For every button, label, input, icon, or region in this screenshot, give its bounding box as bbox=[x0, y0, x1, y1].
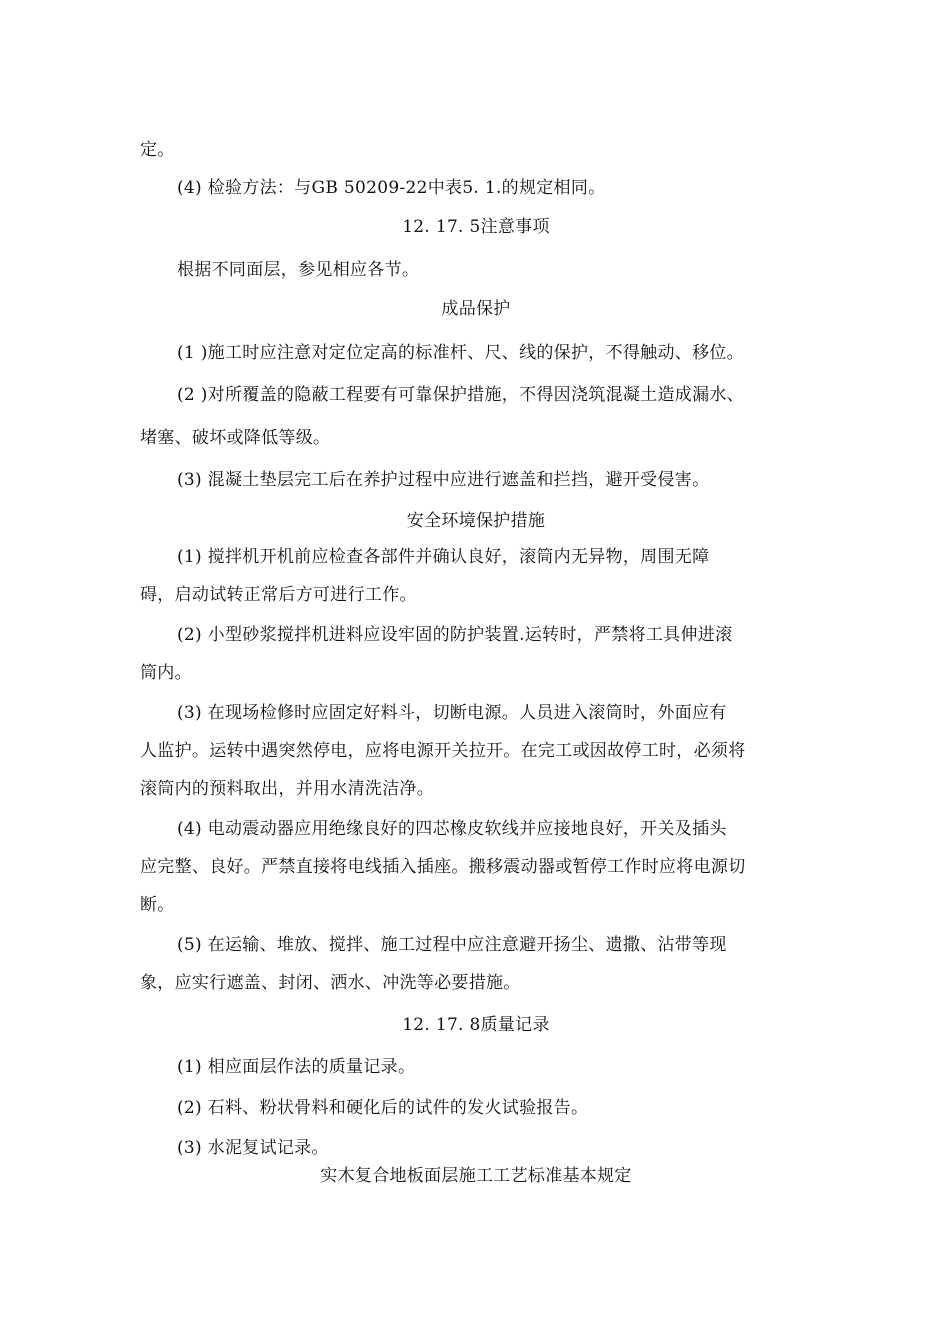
safety-item-4-line-2: 应完整、良好。严禁直接将电线插入插座。搬移震动器或暂停工作时应将电源切 bbox=[140, 857, 746, 877]
records-item-1: (1) 相应面层作法的质量记录。 bbox=[177, 1057, 416, 1077]
safety-item-3-line-1: (3) 在现场检修时应固定好料斗，切断电源。人员进入滚筒时，外面应有 bbox=[177, 703, 727, 723]
safety-item-1-line-2: 碍，启动试转正常后方可进行工作。 bbox=[140, 585, 417, 605]
inspection-method-item: (4) 检验方法：与GB 50209-22中表5. 1.的规定相同。 bbox=[177, 178, 606, 198]
next-section-title: 实木复合地板面层施工工艺标准基本规定 bbox=[320, 1166, 632, 1186]
safety-heading: 安全环境保护措施 bbox=[406, 511, 546, 531]
safety-item-3-line-2: 人监护。运转中遇突然停电，应将电源开关拉开。在完工或因故停工时，必须将 bbox=[140, 741, 746, 761]
records-heading: 12. 17. 8质量记录 bbox=[402, 1015, 550, 1035]
protection-item-3: (3) 混凝土垫层完工后在养护过程中应进行遮盖和拦挡，避开受侵害。 bbox=[177, 470, 710, 490]
notes-text: 根据不同面层，参见相应各节。 bbox=[177, 260, 420, 280]
safety-item-4-line-3: 断。 bbox=[140, 895, 175, 915]
safety-item-5-line-2: 象，应实行遮盖、封闭、洒水、冲洗等必要措施。 bbox=[140, 973, 521, 993]
records-item-2: (2) 石料、粉状骨料和硬化后的试件的发火试验报告。 bbox=[177, 1098, 589, 1118]
protection-item-2-line-1: (2 )对所覆盖的隐蔽工程要有可靠保护措施，不得因浇筑混凝土造成漏水、 bbox=[177, 385, 744, 405]
safety-item-1-line-1: (1) 搅拌机开机前应检查各部件并确认良好，滚筒内无异物，周围无障 bbox=[177, 547, 710, 567]
protection-heading: 成品保护 bbox=[441, 299, 511, 319]
protection-item-1: (1 )施工时应注意对定位定高的标准杆、尺、线的保护，不得触动、移位。 bbox=[177, 343, 744, 363]
records-item-3: (3) 水泥复试记录。 bbox=[177, 1138, 329, 1158]
notes-heading: 12. 17. 5注意事项 bbox=[402, 217, 550, 237]
safety-item-5-line-1: (5) 在运输、堆放、搅拌、施工过程中应注意避开扬尘、遗撒、沾带等现 bbox=[177, 935, 727, 955]
continuation-text: 定。 bbox=[140, 140, 175, 160]
safety-item-3-line-3: 滚筒内的预料取出，并用水清洗洁净。 bbox=[140, 779, 435, 799]
safety-item-4-line-1: (4) 电动震动器应用绝缘良好的四芯橡皮软线并应接地良好，开关及插头 bbox=[177, 819, 727, 839]
safety-item-2-line-1: (2) 小型砂浆搅拌机进料应设牢固的防护装置.运转时，严禁将工具伸进滚 bbox=[177, 625, 733, 645]
protection-item-2-line-2: 堵塞、破坏或降低等级。 bbox=[140, 428, 331, 448]
safety-item-2-line-2: 筒内。 bbox=[140, 663, 192, 683]
